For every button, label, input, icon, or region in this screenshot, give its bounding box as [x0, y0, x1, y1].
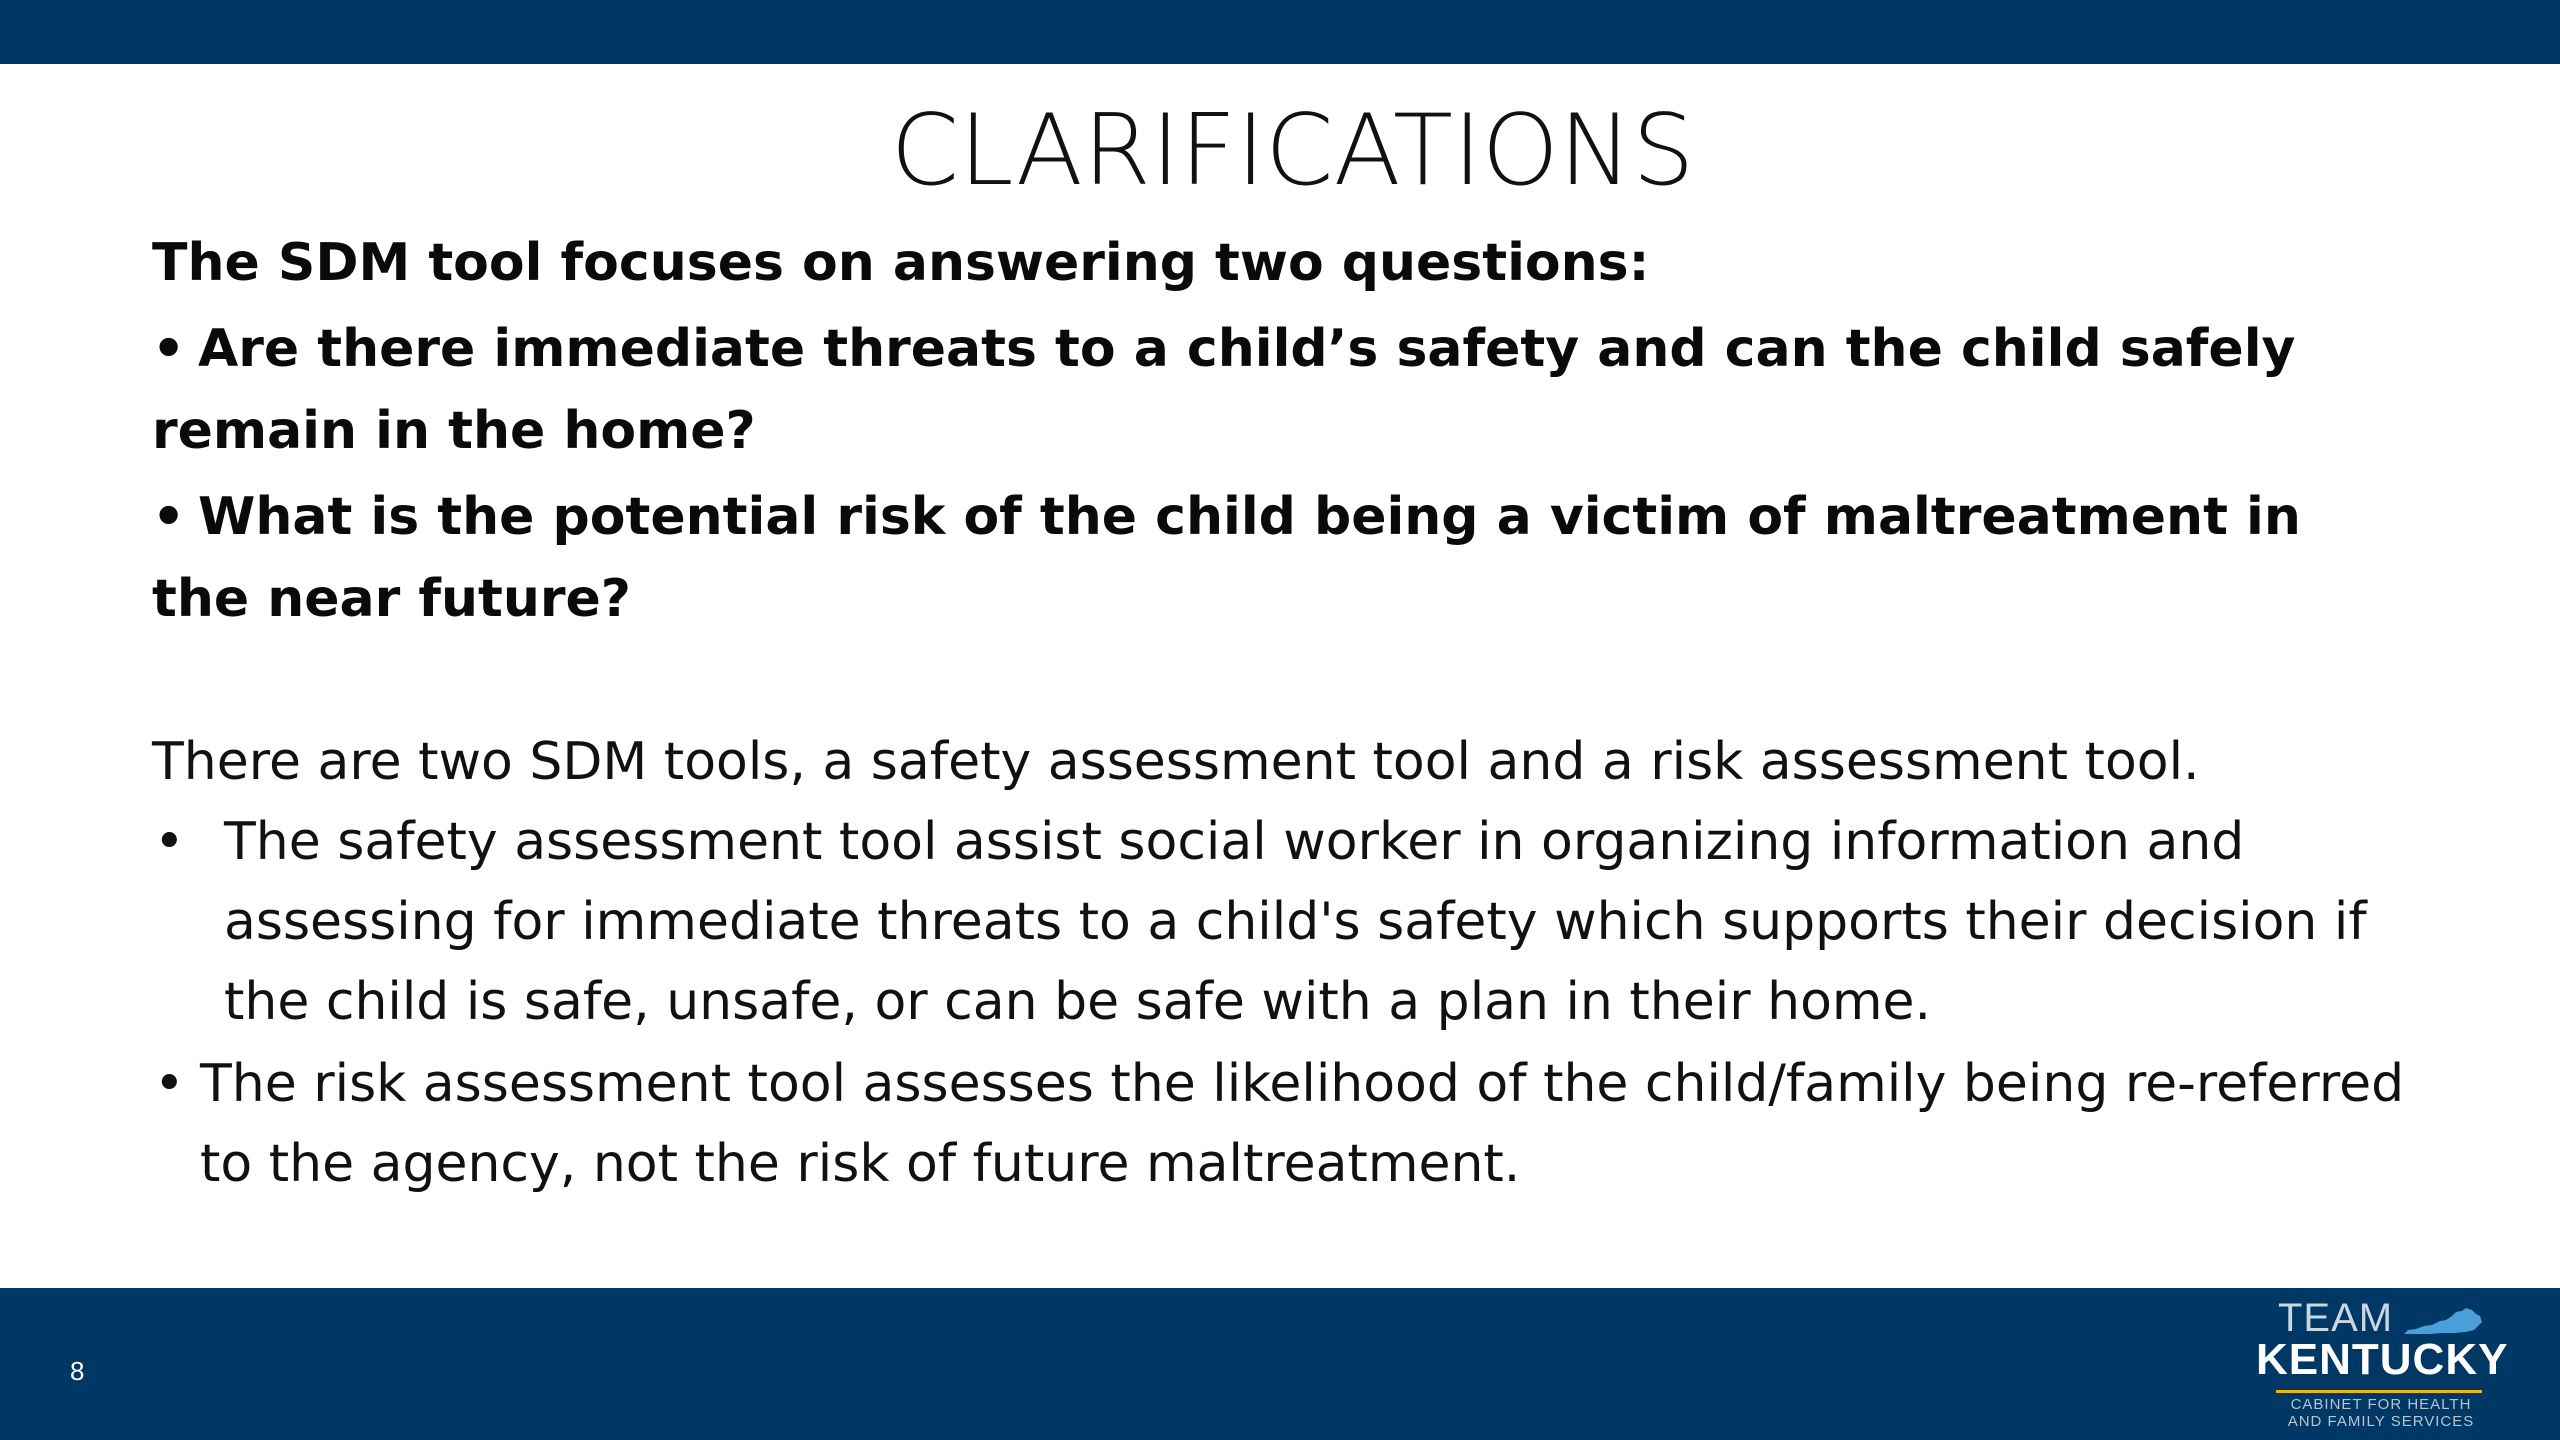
questions-intro: The SDM tool focuses on answering two questions:	[152, 233, 1650, 293]
logo-cabinet-line-1: CABINET FOR HEALTH	[2290, 1396, 2472, 1413]
logo-divider	[2276, 1390, 2482, 1393]
bullet-icon: •	[152, 319, 186, 379]
tool-item-safety	[152, 802, 2412, 1042]
kentucky-map-icon	[2402, 1306, 2484, 1336]
team-kentucky-logo	[2240, 1296, 2520, 1436]
question-item-2	[152, 476, 2412, 640]
tools-block	[152, 722, 2412, 1204]
slide-title: CLARIFICATIONS	[890, 94, 1695, 208]
page-number: 8	[70, 1356, 85, 1386]
slide-body	[152, 222, 2412, 1204]
logo-state-text: KENTUCKY	[2256, 1335, 2509, 1384]
questions-block	[152, 222, 2412, 640]
bullet-icon: •	[154, 812, 185, 872]
tools-intro: There are two SDM tools, a safety assessment tool and a risk assessment tool.	[152, 732, 2200, 792]
question-text-1: Are there immediate threats to a child’s safety and can the child safely remain in the home?	[152, 319, 2296, 461]
tool-item-risk	[152, 1044, 2412, 1204]
logo-cabinet-line-2: AND FAMILY SERVICES	[2287, 1413, 2475, 1430]
question-item-1	[152, 308, 2412, 472]
tool-text-safety: The safety assessment tool assist social worker in organizing information and assessing for immediate threats to a child's safety which supports their decision if the child is safe, unsafe, or can be safe with a plan in their home.	[224, 812, 2367, 1032]
bullet-icon: •	[152, 487, 186, 547]
question-text-2: What is the potential risk of the child being a victim of maltreatment in the near future?	[152, 487, 2301, 629]
bottom-banner	[0, 1288, 2560, 1440]
top-banner	[0, 0, 2560, 64]
bullet-icon: •	[154, 1054, 185, 1114]
logo-cabinet-text	[2276, 1396, 2486, 1430]
tool-text-risk: The risk assessment tool assesses the likelihood of the child/family being re-referred to the agency, not the risk of future maltreatment.	[200, 1054, 2405, 1194]
logo-team-text: TEAM	[2278, 1296, 2394, 1340]
